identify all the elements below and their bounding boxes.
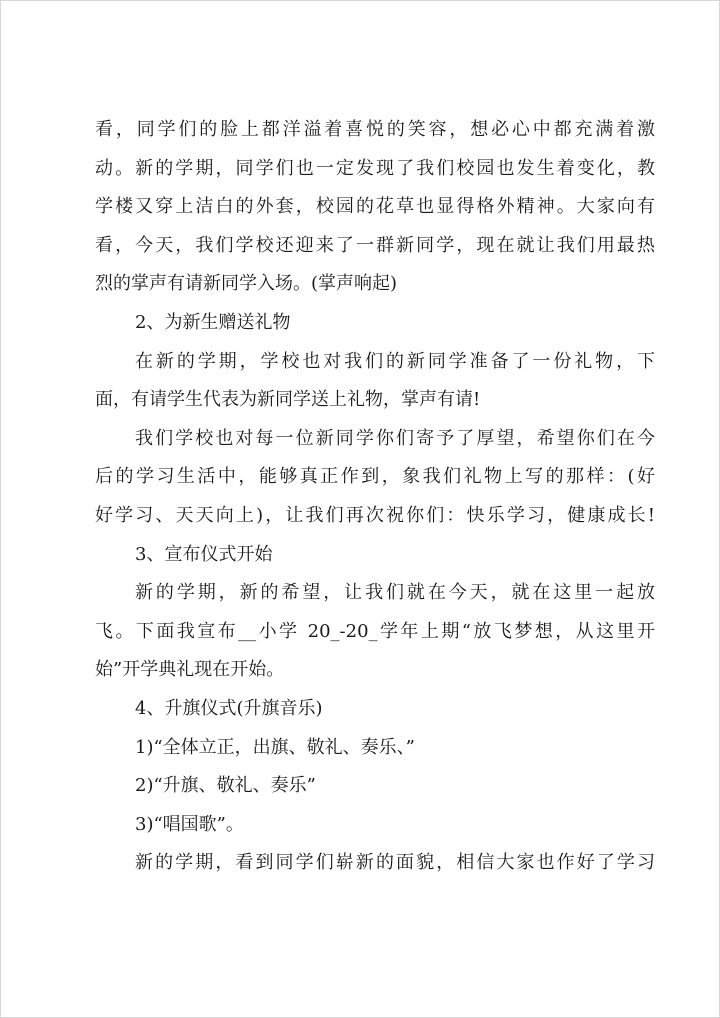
list-item: 3)“唱国歌”。 xyxy=(135,813,244,835)
paragraph-line: 好学习、天天向上)，让我们再次祝你们：快乐学习，健康成长! xyxy=(95,504,655,526)
list-item: 1)“全体立正，出旗、敬礼、奏乐、” xyxy=(135,736,415,758)
paragraph-line: 面，有请学生代表为新同学送上礼物，掌声有请! xyxy=(95,389,481,411)
paragraph-line: 新的学期，看到同学们崭新的面貌，相信大家也作好了学习 xyxy=(135,852,655,874)
paragraph-line: 在新的学期，学校也对我们的新同学准备了一份礼物，下 xyxy=(135,350,655,372)
document-body xyxy=(95,111,655,883)
section-heading: 2、为新生赠送礼物 xyxy=(135,311,291,333)
section-heading: 4、升旗仪式(升旗音乐) xyxy=(135,697,323,719)
paragraph-line: 烈的掌声有请新同学入场。(掌声响起) xyxy=(95,273,398,295)
paragraph-line: 我们学校也对每一位新同学你们寄予了厚望，希望你们在今 xyxy=(135,427,655,449)
paragraph-line: 看，同学们的脸上都洋溢着喜悦的笑容，想必心中都充满着激 xyxy=(95,119,655,140)
paragraph-line: 始”开学典礼现在开始。 xyxy=(95,659,285,681)
section-heading: 3、宣布仪式开始 xyxy=(135,543,273,565)
paragraph-line: 后的学习生活中，能够真正作到，象我们礼物上写的那样：(好 xyxy=(95,466,655,488)
paragraph-line: 新的学期，新的希望，让我们就在今天，就在这里一起放 xyxy=(135,582,655,604)
paragraph-line: 看，今天，我们学校还迎来了一群新同学，现在就让我们用最热 xyxy=(95,234,655,256)
list-item: 2)“升旗、敬礼、奏乐” xyxy=(135,775,316,797)
paragraph-line: 飞。下面我宣布__小学 20_-20_学年上期“放飞梦想，从这里开 xyxy=(95,620,655,642)
paragraph-line: 学楼又穿上洁白的外套，校园的花草也显得格外精神。大家向有 xyxy=(95,196,655,218)
paragraph-line: 动。新的学期，同学们也一定发现了我们校园也发生着变化，教 xyxy=(95,157,655,179)
